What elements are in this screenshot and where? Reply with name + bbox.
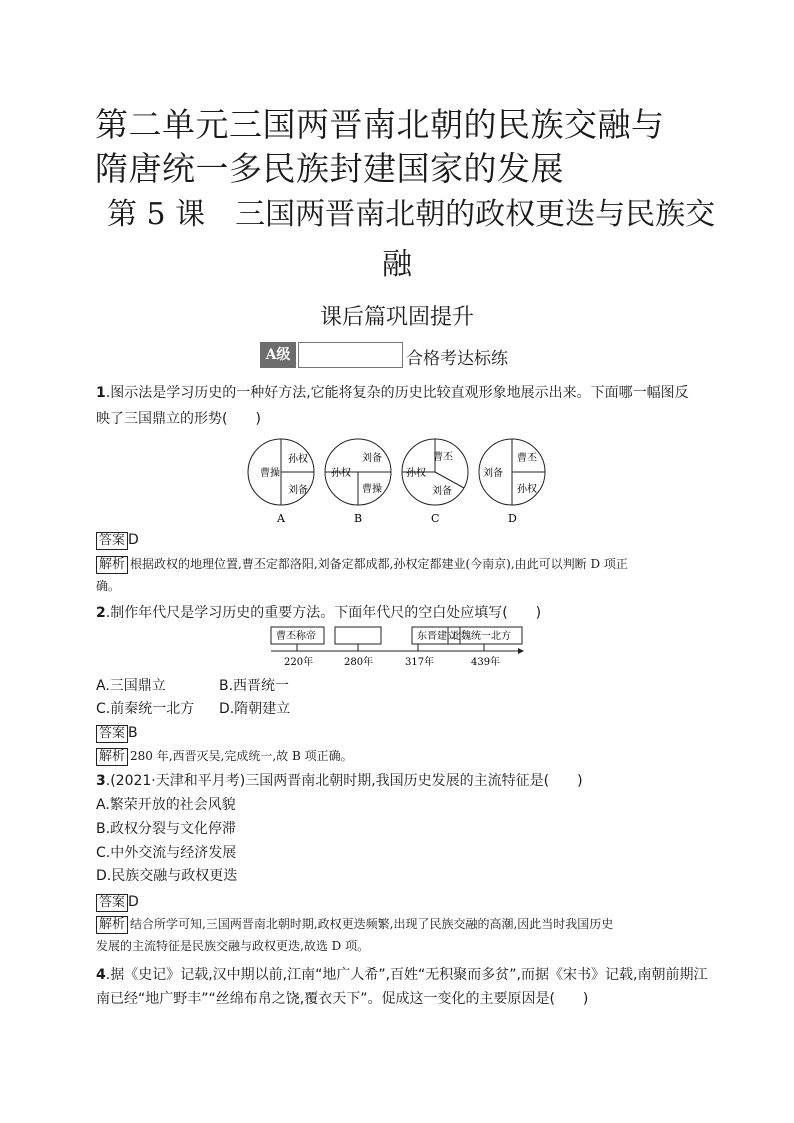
q3-line xyxy=(96,774,583,788)
diagram-d-label: D xyxy=(508,512,517,525)
q2-option-d: D.隋朝建立 xyxy=(219,701,291,717)
diagram-a-label: A xyxy=(277,512,285,525)
diagram-c xyxy=(402,439,468,525)
explanation-label: 解析 xyxy=(96,916,128,934)
q3-option-b: B.政权分裂与文化停滞 xyxy=(96,821,237,837)
level-badge: A级 xyxy=(260,342,296,368)
q1-line1 xyxy=(96,386,689,400)
diagram-b-label: B xyxy=(354,512,363,525)
timeline-event-1: 曹丕称帝 xyxy=(276,631,316,642)
q2-number: 2 xyxy=(96,605,106,621)
diagram-c-name-1: 孙权 xyxy=(406,468,426,479)
q4-text-line2: 南已经“地广野丰”“丝绵布帛之饶,覆衣天下”。促成这一变化的主要原因是( ) xyxy=(96,991,589,1007)
diagram-a-name-1: 曹操 xyxy=(260,468,280,479)
unit-title-line2: 隋唐统一多民族封建国家的发展 xyxy=(95,149,564,188)
q4-number: 4 xyxy=(96,967,106,983)
timeline-year-2: 280年 xyxy=(344,657,374,668)
timeline-year-4: 439年 xyxy=(471,657,501,668)
q3-number: 3 xyxy=(96,773,106,789)
q2-option-b: B.西晋统一 xyxy=(219,678,290,694)
answer-label: 答案 xyxy=(96,532,128,550)
diagram-d xyxy=(479,439,545,525)
q1-text-line1: .图示法是学习历史的一种好方法,它能将复杂的历史比较直观形象地展示出来。下面哪一幅图反 xyxy=(105,385,689,401)
q3-answer-row xyxy=(96,893,139,912)
q1-explanation-line1: 根据政权的地理位置,曹丕定都洛阳,刘备定都成都,孙权定都建业(今南京),由此可以判断 D 项正 xyxy=(130,557,628,571)
answer-label: 答案 xyxy=(96,894,128,912)
q3-explanation-line2: 发展的主流特征是民族交融与政权更迭,故选 D 项。 xyxy=(96,939,370,953)
lesson-title-line1: 第 5 课 三国两晋南北朝的政权更迭与民族交 xyxy=(107,197,716,232)
diagram-b xyxy=(325,439,391,525)
q1-explanation-line2: 确。 xyxy=(96,579,121,593)
q1-explanation xyxy=(96,553,716,597)
explanation-label: 解析 xyxy=(96,556,128,574)
timeline-year-1: 220年 xyxy=(284,657,314,668)
answer-label: 答案 xyxy=(96,725,128,743)
q1-diagrams xyxy=(240,436,560,526)
diagram-a-name-3: 刘备 xyxy=(288,485,308,496)
q1-answer-row xyxy=(96,531,139,550)
q2-answer: B xyxy=(128,725,138,741)
q3-text: .(2021·天津和平月考)三国两晋南北朝时期,我国历史发展的主流特征是( ) xyxy=(105,773,583,789)
q4-line1 xyxy=(96,968,707,982)
explanation-label: 解析 xyxy=(96,748,128,766)
q2-answer-row xyxy=(96,724,138,743)
q3-answer: D xyxy=(128,894,139,910)
q2-option-c: C.前秦统一北方 xyxy=(96,701,195,717)
level-text: 合格考达标练 xyxy=(406,349,508,369)
unit-title-line1: 第二单元三国两晋南北朝的民族交融与 xyxy=(95,105,665,144)
q3-option-d: D.民族交融与政权更迭 xyxy=(96,868,238,884)
timeline-box-2-blank xyxy=(335,627,381,644)
q2-line xyxy=(96,606,541,620)
q1-number: 1 xyxy=(96,385,106,401)
q1-answer: D xyxy=(128,532,139,548)
section-title: 课后篇巩固提升 xyxy=(319,305,474,330)
timeline-year-3: 317年 xyxy=(405,657,435,668)
timeline-event-3: 东晋建立 xyxy=(417,631,457,642)
q3-option-c: C.中外交流与经济发展 xyxy=(96,845,237,861)
diagram-a-name-2: 孙权 xyxy=(288,454,308,465)
timeline-event-4: 北魏统一北方 xyxy=(451,631,511,642)
q2-option-a: A.三国鼎立 xyxy=(96,678,166,694)
diagram-d-name-2: 曹丕 xyxy=(517,453,537,464)
q2-text: .制作年代尺是学习历史的重要方法。下面年代尺的空白处应填写( ) xyxy=(105,605,542,621)
q1-text-line2: 映了三国鼎立的形势( ) xyxy=(96,411,261,427)
diagram-c-label: C xyxy=(431,512,440,525)
q2-explanation-text: 280 年,西晋灭吴,完成统一,故 B 项正确。 xyxy=(130,749,353,763)
lesson-title-line2: 融 xyxy=(382,247,412,282)
q2-timeline xyxy=(268,624,528,668)
q3-option-a: A.繁荣开放的社会风貌 xyxy=(96,797,236,813)
diagram-b-name-3: 曹操 xyxy=(362,484,382,495)
diagram-c-name-3: 刘备 xyxy=(432,486,452,497)
q4-text-line1: .据《史记》记载,汉中期以前,江南“地广人希”,百姓“无积聚而多贫”,而据《宋书》记载,南朝前期江 xyxy=(105,967,708,983)
q2-explanation xyxy=(96,745,716,767)
diagram-d-name-1: 刘备 xyxy=(483,468,503,479)
q3-explanation-line1: 结合所学可知,三国两晋南北朝时期,政权更迭频繁,出现了民族交融的高潮,因此当时我国历史 xyxy=(130,917,614,931)
diagram-b-name-2: 刘备 xyxy=(362,453,382,464)
diagram-a xyxy=(248,439,314,525)
diagram-c-name-2: 曹丕 xyxy=(433,452,453,463)
diagram-b-name-1: 孙权 xyxy=(331,468,351,479)
diagram-d-name-3: 孙权 xyxy=(517,484,537,495)
level-box xyxy=(298,342,403,368)
q3-explanation xyxy=(96,913,716,957)
